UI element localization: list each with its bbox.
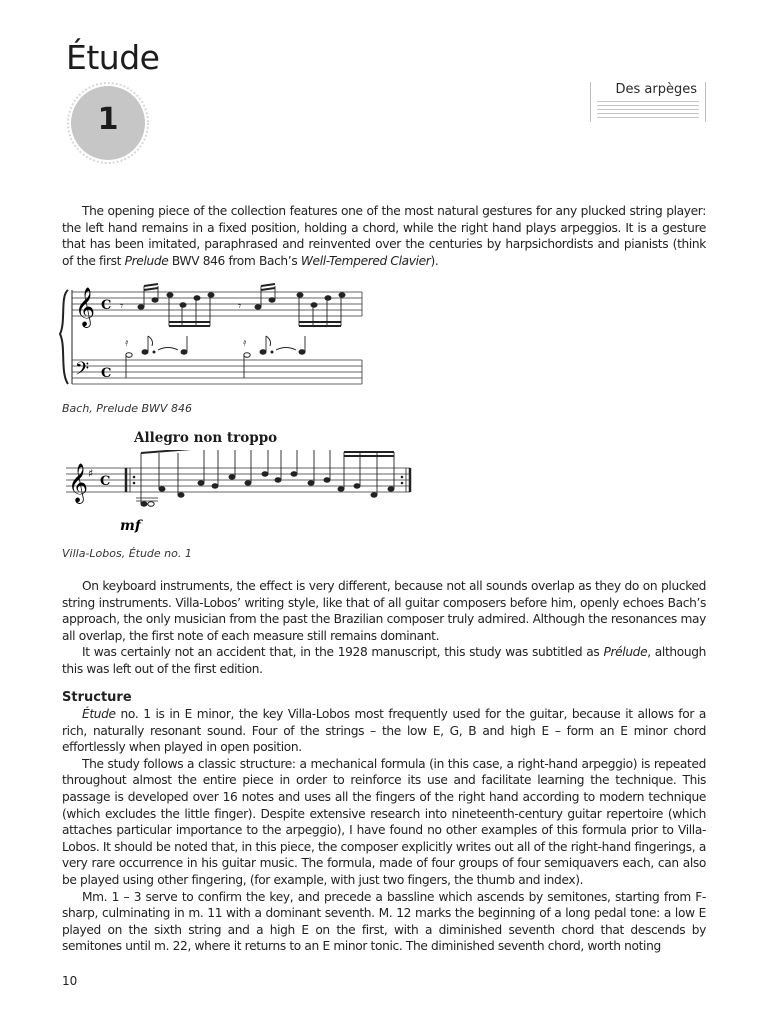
manuscript-text: It was certainly not an accident that, in the 1928 manuscript, this study was subtitled as (82, 645, 604, 660)
guitar-notes (136, 450, 394, 506)
bass-clef-icon: 𝄢 (75, 359, 90, 384)
intro-italic-prelude: Prelude (124, 253, 169, 268)
topic-tag (590, 82, 706, 122)
intro-italic-clavier: Well-Tempered Clavier (300, 253, 431, 268)
svg-text:𝄾: 𝄾 (120, 299, 124, 313)
treble-clef-icon: 𝄞 (68, 463, 89, 503)
page-number: 10 (62, 974, 78, 988)
treble-clef-icon: 𝄞 (75, 287, 96, 327)
etude-number: 1 (97, 102, 119, 137)
italic-etude: Étude (82, 707, 116, 721)
comparison-paragraph: On keyboard instruments, the effect is very different, because not all sounds overlap as they do on plucked string instruments. Villa-Lobos’ writing style, like that of all guitar composers before him, openly echoes Bach’s approach, the only musician from the past the Brazilian composer truly admired. Although the resonances may all overlap, the first note of each measure still remains dominant. (62, 579, 706, 643)
intro-text: ). (430, 253, 439, 268)
bach-score (58, 282, 368, 390)
bach-caption: Bach, Prelude BWV 846 (62, 402, 192, 415)
villa-lobos-score (66, 450, 416, 534)
manuscript-paragraph (62, 644, 706, 677)
brace-icon (60, 290, 68, 384)
time-signature: C (101, 298, 112, 313)
structure-paragraph-2: The study follows a classic structure: a mechanical formula (in this case, a right-hand arpeggio) is repeated throughout almost the entire piece in order to reinforce its use and facilitate learning the technique. This passage is developed over 16 notes and uses all the fingers of the right hand according to modern technique (which excludes the little finger). Despite extensive research into nineteenth-century guitar repertoire (which attaches particular importance to the arpeggio), I have found no other examples of this formula prior to Villa-Lobos. It should be noted that, in this piece, the composer explicitly writes out all of the right-hand fingerings, a very rare occurrence in his guitar music. The formula, made of four groups of four semiquavers each, can also be played using other fingering, (for example, with just two fingers, the thumb and index). (62, 756, 706, 887)
intro-paragraph (62, 203, 706, 269)
svg-text:𝄾: 𝄾 (238, 299, 242, 313)
comparison-section (62, 578, 706, 678)
villa-lobos-caption: Villa-Lobos, Étude no. 1 (62, 547, 192, 560)
intro-text: The opening piece of the collection features one of the most natural gestures for any plucked string player: the left hand remains in a fixed position, holding a chord, while the right hand plays arpeggios. It is a gesture that has been imitated, paraphrased and reinvented over the centuries by harpsichordists and pianists (think of the first (62, 204, 706, 268)
topic-staff-lines (597, 101, 699, 121)
sharp-icon: ♯ (88, 467, 94, 480)
tempo-marking: Allegro non troppo (134, 430, 278, 446)
structure-paragraph-3: Mm. 1 – 3 serve to confirm the key, and precede a bassline which ascends by semitones, starting from F-sharp, culminating in m. 11 with a dominant seventh. M. 12 marks the beginning of a long pedal tone: a low E played on the sixth string and a high E on the first, with a diminished seventh chord that descends by semitones until m. 22, where it returns to an E minor tonic. The diminished seventh chord, worth noting (62, 889, 706, 954)
treble-staff (72, 292, 362, 316)
dynamic-marking: mf (120, 518, 141, 534)
structure-heading: Structure (62, 690, 132, 705)
svg-text:𝄿: 𝄿 (125, 336, 129, 349)
bass-staff (72, 360, 362, 384)
italic-prelude: Prélude (603, 645, 648, 660)
treble-notes (120, 284, 345, 326)
intro-text: BWV 846 from Bach’s (168, 253, 301, 268)
structure-text: no. 1 is in E minor, the key Villa-Lobos most frequently used for the guitar, because it allows for a rich, naturally resonant sound. Four of the strings – the low E, G, B and high E – form an E minor chord effortlessly when played in open position. (62, 707, 706, 755)
time-signature: C (100, 474, 111, 489)
time-signature-bass: C (101, 366, 112, 381)
etude-number-badge (64, 82, 152, 164)
svg-text:𝄿: 𝄿 (243, 336, 247, 349)
page-title: Étude (66, 38, 160, 77)
structure-paragraph-1 (62, 706, 706, 756)
manuscript-text: , although this was left out of the first edition. (62, 645, 707, 676)
structure-section (62, 706, 706, 955)
topic-label: Des arpèges (615, 82, 697, 97)
